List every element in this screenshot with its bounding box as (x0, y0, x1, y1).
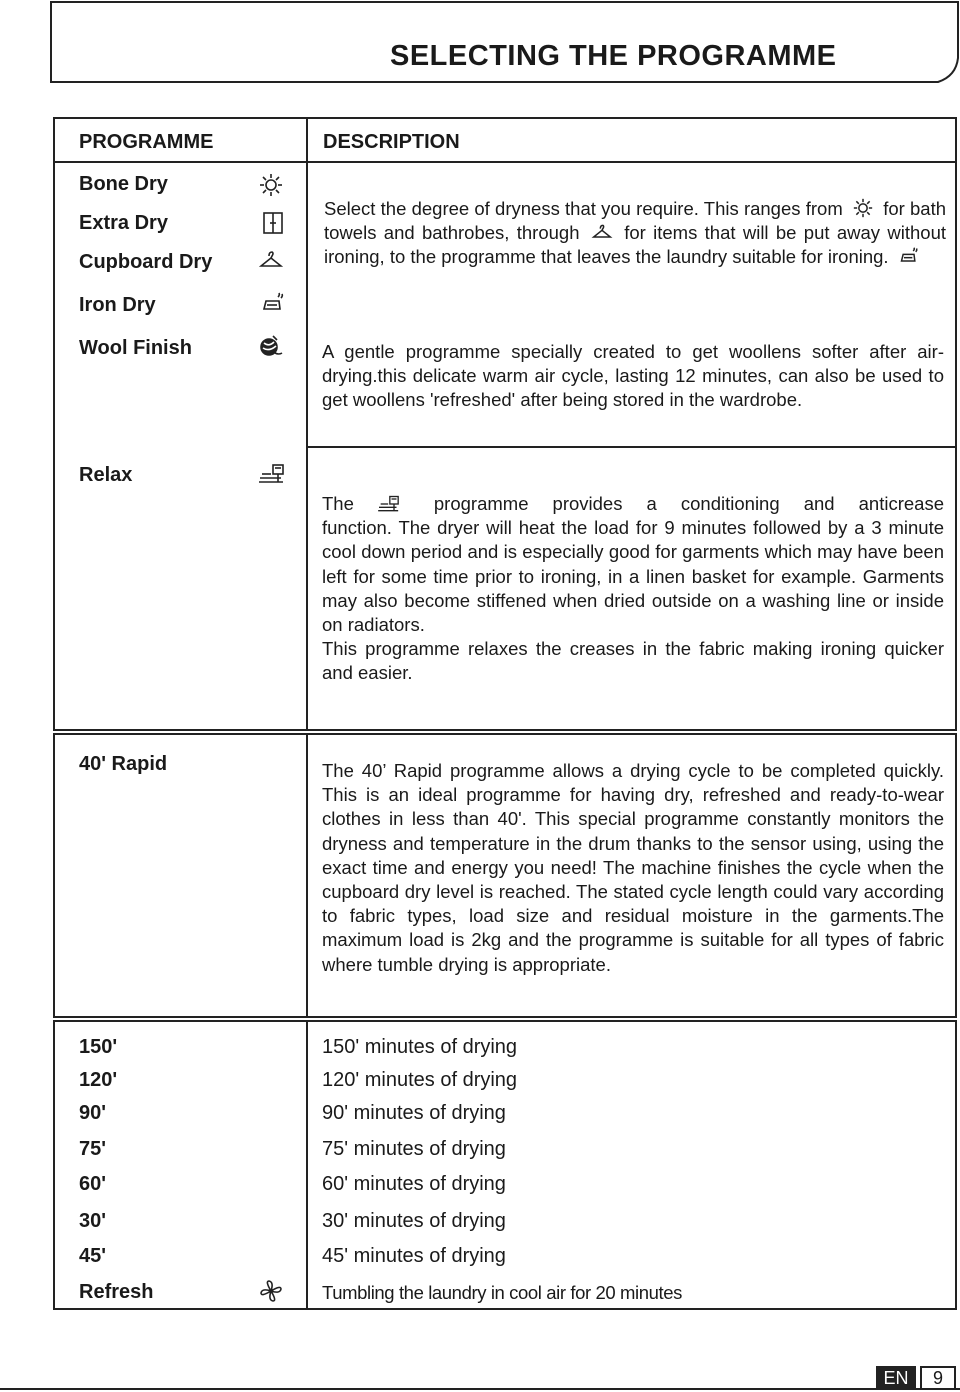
programme-refresh: Refresh (79, 1281, 154, 1303)
programme-bone-dry: Bone Dry (79, 173, 168, 195)
programme-75: 75' (79, 1138, 107, 1160)
column-header-programme: PROGRAMME (79, 131, 214, 153)
programme-150-description: 150' minutes of drying (322, 1036, 518, 1058)
programme-extra-dry: Extra Dry (79, 212, 168, 234)
rapid-table (53, 733, 957, 1018)
column-divider (306, 735, 308, 1016)
wool-description: A gentle programme specially created to get woollens softer after air-drying.this delicate warm air cycle, lasting 12 minutes, can also be used to get woollens 'refreshed' after being stored in the wardrobe. (322, 341, 944, 411)
programme-wool-finish: Wool Finish (79, 337, 192, 359)
programme-30: 30' (79, 1210, 107, 1232)
hanger-icon (259, 248, 283, 272)
programme-30-description: 30' minutes of drying (322, 1210, 506, 1232)
iron-icon (261, 291, 285, 315)
programme-120-description: 120' minutes of drying (322, 1069, 518, 1091)
column-header-description: DESCRIPTION (323, 131, 460, 153)
dryness-description: Select the degree of dryness that you require. This ranges from for bath towels and bathrobes, through for items that will be put away without ironing, to the programme that leaves the laundry suitable for ironing. (324, 198, 947, 268)
iron-icon (898, 246, 920, 266)
programme-45: 45' (79, 1245, 107, 1267)
programme-90-description: 90' minutes of drying (322, 1102, 506, 1124)
hanger-icon (591, 222, 613, 242)
fan-icon (259, 1279, 283, 1303)
programme-120: 120' (79, 1069, 118, 1091)
relax-icon (257, 462, 287, 486)
cupboard-icon (261, 211, 285, 235)
timed-table (53, 1020, 957, 1310)
programme-75-description: 75' minutes of drying (322, 1138, 506, 1160)
row-divider (306, 446, 955, 448)
programme-45-description: 45' minutes of drying (322, 1245, 506, 1267)
relax-description (322, 492, 944, 686)
column-divider (306, 1022, 308, 1308)
programme-40-rapid: 40' Rapid (79, 753, 168, 775)
relax-body-2: This programme relaxes the creases in the fabric making ironing quicker and easier. (322, 638, 944, 684)
page-title: SELECTING THE PROGRAMME (390, 40, 837, 72)
sun-icon (852, 198, 874, 218)
refresh-description: Tumbling the laundry in cool air for 20 minutes (322, 1282, 682, 1303)
relax-body: function. The dryer will heat the load for 9 minutes followed by a 3 minute cool down period and is especially good for garments which may have been left for some time prior to ironing, in a linen basket for example. Garments may also become stiffened when dried outside on a washing line or inside on radiators. (322, 517, 944, 636)
programme-60: 60' (79, 1173, 107, 1195)
programme-150: 150' (79, 1036, 118, 1058)
page-number: 9 (920, 1366, 956, 1390)
programme-90: 90' (79, 1102, 107, 1124)
rapid-description: The 40’ Rapid programme allows a drying cycle to be completed quickly. This is an ideal programme for having dry, refreshed and ready-to-wear clothes in less than 40'. This special programme constantly monitors the dryness and temperature in the drum thanks to the sensor using, using the exact time and energy you need! The machine finishes the cycle when the cupboard dry level is reached. The stated cycle length could vary according to fabric types, load size and residual moisture in the garments.The maximum load is 2kg and the programme is suitable for all types of fabric where tumble drying is appropriate. (322, 760, 944, 975)
header-divider (55, 161, 955, 163)
programme-relax: Relax (79, 464, 133, 486)
language-badge: EN (876, 1366, 916, 1390)
column-divider (306, 119, 308, 729)
programme-table (53, 117, 957, 731)
relax-lead-word: The (322, 493, 354, 514)
sun-icon (259, 173, 283, 197)
relax-icon (374, 494, 404, 514)
wool-icon (259, 334, 283, 358)
programme-cupboard-dry: Cupboard Dry (79, 251, 213, 273)
relax-lead-rest: programme provides a conditioning and anticrease (433, 493, 944, 514)
programme-iron-dry: Iron Dry (79, 294, 156, 316)
footer-rule (0, 1388, 960, 1390)
programme-60-description: 60' minutes of drying (322, 1173, 506, 1195)
